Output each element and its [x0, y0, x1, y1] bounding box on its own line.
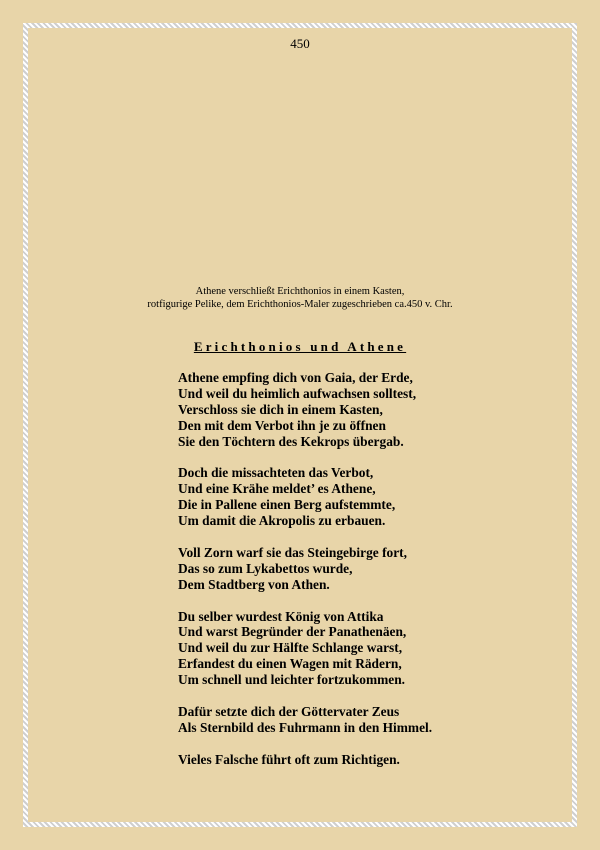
poem-line: Die in Pallene einen Berg aufstemmte,: [178, 497, 396, 513]
poem-line: Den mit dem Verbot ihn je zu öffnen: [178, 417, 386, 433]
poem-stanza: [178, 704, 578, 736]
page-number: 450: [290, 36, 310, 51]
poem-line: Und eine Krähe meldet’ es Athene,: [178, 481, 376, 497]
poem-line: Vieles Falsche führt oft zum Richtigen.: [178, 751, 400, 767]
poem-title: Erichthonios und Athene: [193, 339, 407, 354]
poem-stanza: [178, 752, 578, 768]
poem-stanza: [178, 609, 578, 689]
poem-line: Dem Stadtberg von Athen.: [178, 576, 330, 592]
poem-line: Das so zum Lykabettos wurde,: [178, 560, 353, 576]
poem-line: Athene empfing dich von Gaia, der Erde,: [178, 370, 413, 385]
poem-line: Voll Zorn warf sie das Steingebirge fort,: [178, 544, 407, 560]
caption-line: rotfigurige Pelike, dem Erichthonios-Maler zugeschrieben ca.450 v. Chr.: [147, 299, 453, 310]
poem-line: Dafür setzte dich der Göttervater Zeus: [178, 703, 400, 719]
poem-body: [178, 370, 578, 783]
poem-line: Um schnell und leichter fortzukommen.: [178, 672, 406, 688]
caption-line: Athene verschließt Erichthonios in einem Kasten,: [195, 286, 405, 297]
poem-stanza: [178, 465, 578, 529]
poem-line: Verschloss sie dich in einem Kasten,: [178, 401, 383, 417]
poem-line: Doch die missachteten das Verbot,: [178, 465, 374, 481]
poem-line: Und weil du zur Hälfte Schlange warst,: [178, 640, 403, 656]
image-caption: [0, 285, 600, 311]
poem-stanza: [178, 545, 578, 593]
poem-line: Und warst Begründer der Panathenäen,: [178, 624, 407, 640]
poem-stanza: [178, 370, 578, 450]
poem-line: Als Sternbild des Fuhrmann in den Himmel.: [178, 719, 433, 735]
poem-line: Und weil du heimlich aufwachsen solltest,: [178, 385, 417, 401]
poem-line: Erfandest du einen Wagen mit Rädern,: [178, 656, 402, 672]
poem-line: Du selber wurdest König von Attika: [178, 608, 384, 624]
poem-line: Um damit die Akropolis zu erbauen.: [178, 513, 386, 529]
poem-line: Sie den Töchtern des Kekrops übergab.: [178, 433, 404, 449]
